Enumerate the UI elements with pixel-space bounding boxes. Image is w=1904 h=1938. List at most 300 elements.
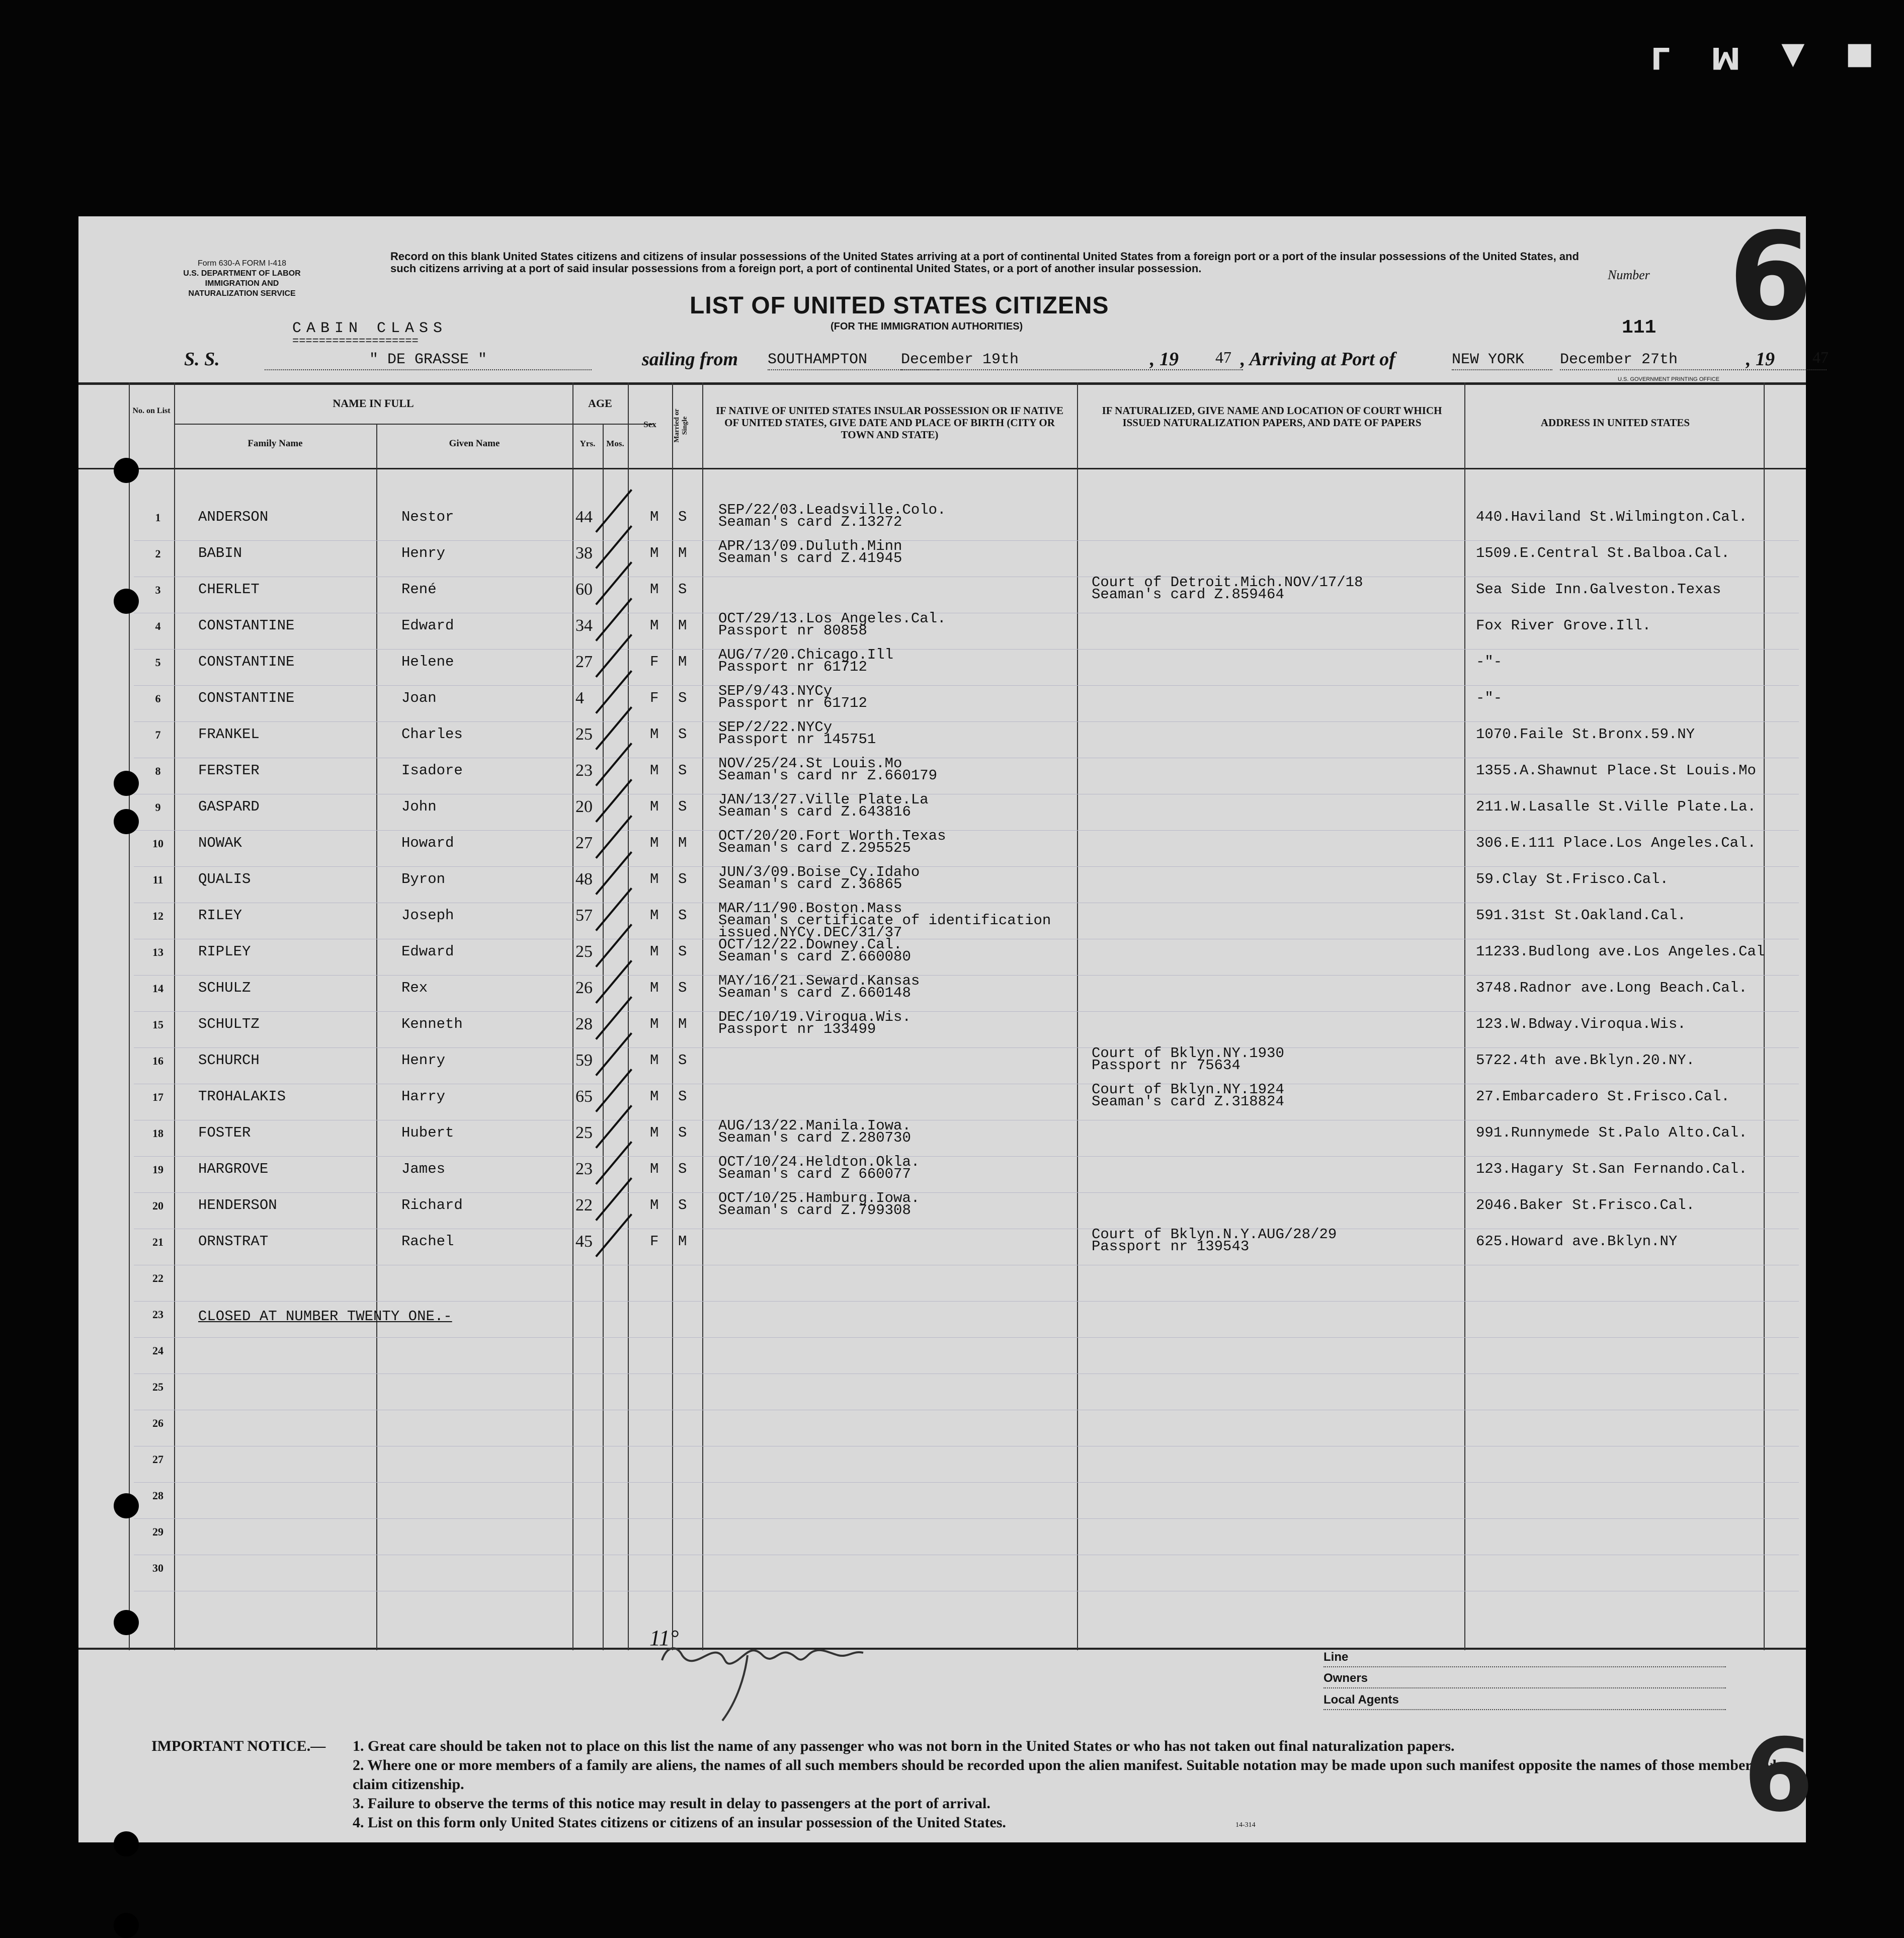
- checkmark-slash: [595, 1177, 632, 1221]
- row-rule: [134, 649, 1799, 650]
- birth-info: AUG/7/20.Chicago.Ill: [718, 647, 894, 663]
- age-years: 48: [575, 870, 593, 889]
- family-name: HENDERSON: [198, 1197, 277, 1214]
- family-name: RILEY: [198, 907, 242, 924]
- birth-info: SEP/22/03.Leadsville.Colo.: [718, 502, 946, 518]
- page-footer: [78, 1650, 1814, 1841]
- age-years: 59: [575, 1051, 593, 1070]
- row-number: 19: [152, 1163, 163, 1176]
- birth-document: Seaman's card Z.660080: [718, 948, 911, 965]
- birth-document: Passport nr 80858: [718, 622, 867, 639]
- agency-line: U.S. DEPARTMENT OF LABOR: [183, 269, 301, 278]
- agency-line: NATURALIZATION SERVICE: [188, 289, 296, 298]
- birth-info: SEP/9/43.NYCy: [718, 683, 833, 699]
- row-rule: [134, 1518, 1799, 1519]
- punch-hole: [114, 771, 139, 796]
- sailing-from-label: sailing from: [642, 349, 738, 370]
- naturalization-document: Seaman's card Z.859464: [1092, 586, 1284, 603]
- table-bottom-rule: [78, 1648, 1806, 1650]
- row-number: 29: [152, 1525, 163, 1538]
- year-prefix: , 19: [1150, 349, 1179, 370]
- row-number: 30: [152, 1562, 163, 1574]
- family-name: TROHALAKIS: [198, 1088, 286, 1105]
- given-name: Joseph: [401, 907, 454, 924]
- row-number: 9: [155, 801, 161, 814]
- birth-info: OCT/10/24.Heldton.Okla.: [718, 1154, 920, 1170]
- signature-note: 11°: [649, 1626, 679, 1650]
- given-name: Isadore: [401, 762, 463, 779]
- age-years: 23: [575, 761, 593, 780]
- owners-field: [1323, 1671, 1726, 1688]
- given-name: Henry: [401, 545, 446, 561]
- col-rule: [628, 382, 629, 1650]
- row-number: 26: [152, 1417, 163, 1429]
- col-header-yrs: Yrs.: [580, 439, 596, 448]
- birth-info: MAR/11/90.Boston.Mass: [718, 900, 902, 917]
- punch-hole: [114, 458, 139, 483]
- address: 591.31st St.Oakland.Cal.: [1476, 907, 1686, 924]
- address: 123.W.Bdway.Viroqua.Wis.: [1476, 1016, 1686, 1032]
- family-name: FERSTER: [198, 762, 260, 779]
- given-name: Kenneth: [401, 1016, 463, 1032]
- cabin-class-underline: ===================: [292, 335, 419, 348]
- family-name: SCHURCH: [198, 1052, 260, 1069]
- arriving-year: 47: [1812, 348, 1829, 366]
- age-years: 28: [575, 1015, 593, 1033]
- col-header-name: NAME IN FULL: [333, 397, 414, 410]
- family-name: CONSTANTINE: [198, 617, 295, 634]
- punch-hole: [114, 589, 139, 614]
- marital-status: S: [678, 1197, 687, 1214]
- local-agents-field: [1323, 1693, 1726, 1710]
- given-name: Joan: [401, 690, 437, 706]
- naturalization-court: Court of Bklyn.N.Y.AUG/28/29: [1092, 1226, 1337, 1243]
- marital-status: S: [678, 581, 687, 598]
- col-rule: [1764, 382, 1765, 1650]
- age-years: 44: [575, 508, 593, 526]
- marital-status: S: [678, 690, 687, 706]
- marital-status: S: [678, 726, 687, 743]
- checkmark-slash: [595, 670, 632, 714]
- age-years: 27: [575, 834, 593, 852]
- age-years: 25: [575, 725, 593, 744]
- birth-info: NOV/25/24.St Louis.Mo: [718, 755, 902, 772]
- address: Sea Side Inn.Galveston.Texas: [1476, 581, 1721, 598]
- col-header-given: Given Name: [449, 438, 500, 449]
- age-years: 45: [575, 1232, 593, 1251]
- row-rule: [134, 1301, 1799, 1302]
- address: 123.Hagary St.San Fernando.Cal.: [1476, 1161, 1748, 1177]
- address: 5722.4th ave.Bklyn.20.NY.: [1476, 1052, 1695, 1069]
- arriving-date: December 27th: [1560, 351, 1827, 370]
- age-years: 25: [575, 1123, 593, 1142]
- row-rule: [134, 1192, 1799, 1193]
- notice-item: 2. Where one or more members of a family are aliens, the names of all such members should be recorded upon the alien manifest. Suitable notation may be made upon such manifest opposite the names of those members who claim citizenship.: [353, 1757, 1789, 1793]
- row-number: 14: [152, 982, 163, 995]
- row-number: 1: [155, 511, 161, 524]
- given-name: Nestor: [401, 509, 454, 525]
- ss-label: S. S.: [184, 349, 220, 370]
- family-name: FRANKEL: [198, 726, 260, 743]
- family-name: QUALIS: [198, 871, 251, 887]
- address: 27.Embarcadero St.Frisco.Cal.: [1476, 1088, 1730, 1105]
- given-name: Hubert: [401, 1124, 454, 1141]
- family-name: RIPLEY: [198, 943, 251, 960]
- col-header-native: IF NATIVE OF UNITED STATES INSULAR POSSESSION OR IF NATIVE OF UNITED STATES, GIVE DATE AND PLACE OF BIRTH (CITY OR TOWN AND STATE): [715, 405, 1063, 441]
- col-header-no: No. on List: [132, 407, 171, 415]
- row-rule: [134, 830, 1799, 831]
- agency-line: IMMIGRATION AND: [205, 279, 279, 288]
- birth-document: Seaman's card Z.295525: [718, 840, 911, 856]
- given-name: Harry: [401, 1088, 446, 1105]
- col-header-family: Family Name: [247, 438, 303, 449]
- address: 2046.Baker St.Frisco.Cal.: [1476, 1197, 1695, 1214]
- row-rule: [134, 1156, 1799, 1157]
- marital-status: S: [678, 1124, 687, 1141]
- address: 11233.Budlong ave.Los Angeles.Cal: [1476, 943, 1765, 960]
- birth-info: MAY/16/21.Seward.Kansas: [718, 973, 920, 989]
- birth-document: Passport nr 145751: [718, 731, 876, 748]
- punch-hole: [114, 1493, 139, 1518]
- marital-status: M: [678, 1233, 687, 1250]
- col-rule: [1077, 382, 1078, 1650]
- printing-office-note: U.S. GOVERNMENT PRINTING OFFICE: [1618, 376, 1720, 382]
- notice-item: 4. List on this form only United States citizens or citizens of an insular possession of the United States.: [353, 1814, 1006, 1831]
- given-name: Richard: [401, 1197, 463, 1214]
- address: 1355.A.Shawnut Place.St Louis.Mo: [1476, 762, 1756, 779]
- form-code: 14-314: [1235, 1821, 1256, 1829]
- naturalization-document: Passport nr 75634: [1092, 1057, 1240, 1074]
- col-header-mos: Mos.: [606, 439, 624, 448]
- line-field: [1323, 1650, 1726, 1667]
- sex: M: [650, 907, 659, 924]
- given-name: Rachel: [401, 1233, 454, 1250]
- age-years: 27: [575, 653, 593, 671]
- address: 1509.E.Central St.Balboa.Cal.: [1476, 545, 1730, 561]
- sex: M: [650, 943, 659, 960]
- page-title: LIST OF UNITED STATES CITIZENS: [690, 292, 1109, 319]
- page-header: [78, 206, 1829, 382]
- col-rule: [603, 424, 604, 1650]
- row-number: 21: [152, 1236, 163, 1248]
- row-rule: [134, 975, 1799, 976]
- given-name: Charles: [401, 726, 463, 743]
- family-name: FOSTER: [198, 1124, 251, 1141]
- checkmark-slash: [595, 743, 632, 786]
- sex: M: [650, 980, 659, 996]
- birth-document-extra: issued.NYCy.DEC/31/37: [718, 924, 902, 941]
- checkmark-slash: [595, 1105, 632, 1149]
- sex: M: [650, 726, 659, 743]
- address: 991.Runnymede St.Palo Alto.Cal.: [1476, 1124, 1748, 1141]
- age-years: 23: [575, 1160, 593, 1178]
- family-name: CONSTANTINE: [198, 654, 295, 670]
- marital-status: M: [678, 617, 687, 634]
- naturalization-court: Court of Bklyn.NY.1924: [1092, 1081, 1284, 1098]
- marital-status: M: [678, 545, 687, 561]
- family-name: HARGROVE: [198, 1161, 269, 1177]
- birth-info: OCT/12/22.Downey.Cal.: [718, 936, 902, 953]
- address: 306.E.111 Place.Los Angeles.Cal.: [1476, 835, 1756, 851]
- row-number: 2: [155, 547, 161, 560]
- address: 3748.Radnor ave.Long Beach.Cal.: [1476, 980, 1748, 996]
- form-label: Form 630-A FORM I-418: [197, 259, 287, 268]
- birth-document: Seaman's card Z.41945: [718, 550, 902, 567]
- row-number: 23: [152, 1308, 163, 1321]
- checkmark-slash: [595, 1141, 632, 1185]
- row-number: 12: [152, 910, 163, 922]
- naturalization-court: Court of Bklyn.NY.1930: [1092, 1045, 1284, 1062]
- age-years: 26: [575, 979, 593, 997]
- sex: M: [650, 798, 659, 815]
- notice-item: 1. Great care should be taken not to place on this list the name of any passenger who was not born in the United States or who has not taken out final naturalization papers.: [353, 1738, 1455, 1754]
- marital-status: S: [678, 1161, 687, 1177]
- checkmark-slash: [595, 779, 632, 823]
- family-name: BABIN: [198, 545, 242, 561]
- sex: M: [650, 835, 659, 851]
- given-name: Henry: [401, 1052, 446, 1069]
- address: 59.Clay St.Frisco.Cal.: [1476, 871, 1669, 887]
- marital-status: S: [678, 871, 687, 887]
- notice-item: 3. Failure to observe the terms of this notice may result in delay to passengers at the port of arrival.: [353, 1795, 990, 1812]
- row-rule: [134, 685, 1799, 686]
- sex: M: [650, 509, 659, 525]
- family-name: NOWAK: [198, 835, 242, 851]
- citizen-table: [78, 382, 1806, 1650]
- marital-status: M: [678, 1016, 687, 1032]
- row-number: 6: [155, 692, 161, 705]
- age-years: 34: [575, 616, 593, 635]
- checkmark-slash: [595, 598, 632, 641]
- row-rule: [134, 1011, 1799, 1012]
- row-number: 8: [155, 765, 161, 777]
- birth-document: Seaman's card Z.660148: [718, 985, 911, 1001]
- marital-status: M: [678, 654, 687, 670]
- instruction-text: Record on this blank United States citizens and citizens of insular possessions of the United States arriving at a port of continental United States from a foreign port or a port of the insular possessions of the United States, and such citizens arriving at a port of said insular possessions from a foreign port, a port of continental United States, or a port of another insular possession.: [390, 250, 1579, 275]
- sex: M: [650, 617, 659, 634]
- sex: M: [650, 545, 659, 561]
- checkmark-slash: [595, 1032, 632, 1076]
- checkmark-slash: [595, 561, 632, 605]
- row-number: 25: [152, 1381, 163, 1393]
- sheet-number-bottom: 6: [1744, 1717, 1814, 1834]
- sex: F: [650, 690, 659, 706]
- col-header-age: AGE: [588, 397, 612, 410]
- age-years: 65: [575, 1087, 593, 1106]
- sheet-number: 6: [1728, 206, 1812, 347]
- address: Fox River Grove.Ill.: [1476, 617, 1651, 634]
- col-header-address: ADDRESS IN UNITED STATES: [1540, 417, 1690, 429]
- sailing-year: 47: [1215, 348, 1231, 366]
- given-name: Rex: [401, 980, 428, 996]
- owners-label: Owners: [1323, 1671, 1368, 1685]
- row-number: 28: [152, 1489, 163, 1502]
- birth-info: AUG/13/22.Manila.Iowa.: [718, 1117, 911, 1134]
- given-name: Edward: [401, 943, 454, 960]
- naturalization-court: Court of Detroit.Mich.NOV/17/18: [1092, 574, 1363, 591]
- sex: F: [650, 654, 659, 670]
- birth-document: Seaman's certificate of identification: [718, 912, 1051, 929]
- checkmark-slash: [595, 851, 632, 895]
- checkmark-slash: [595, 960, 632, 1004]
- cabin-class-label: CABIN CLASS: [292, 320, 448, 337]
- voyage-line: [184, 348, 1829, 373]
- row-rule: [134, 721, 1799, 722]
- col-rule: [672, 382, 673, 1650]
- age-years: 38: [575, 544, 593, 562]
- row-rule: [134, 540, 1799, 541]
- family-name: CHERLET: [198, 581, 260, 598]
- punch-hole: [114, 809, 139, 834]
- address: 440.Haviland St.Wilmington.Cal.: [1476, 509, 1748, 525]
- row-number: 11: [152, 873, 163, 886]
- birth-info: DEC/10/19.Viroqua.Wis.: [718, 1009, 911, 1025]
- birth-info: JUN/3/09.Boise Cy.Idaho: [718, 864, 920, 880]
- given-name: Edward: [401, 617, 454, 634]
- checkmark-slash: [595, 1069, 632, 1112]
- age-years: 20: [575, 797, 593, 816]
- checkmark-slash: [595, 887, 632, 931]
- marital-status: S: [678, 907, 687, 924]
- row-number: 24: [152, 1344, 163, 1357]
- sex: M: [650, 871, 659, 887]
- birth-info: OCT/10/25.Hamburg.Iowa.: [718, 1190, 920, 1206]
- family-name: CONSTANTINE: [198, 690, 295, 706]
- manifest-page: [78, 206, 1829, 1842]
- sex: M: [650, 1161, 659, 1177]
- checkmark-slash: [595, 815, 632, 859]
- row-number: 5: [155, 656, 161, 669]
- address: 1070.Faile St.Bronx.59.NY: [1476, 726, 1695, 743]
- col-rule: [376, 424, 377, 1650]
- given-name: James: [401, 1161, 446, 1177]
- col-header-naturalized: IF NATURALIZED, GIVE NAME AND LOCATION OF COURT WHICH ISSUED NATURALIZATION PAPERS, AND DATE OF PAPERS: [1102, 405, 1442, 429]
- col-header-sex: Sex: [643, 420, 656, 429]
- address: 625.Howard ave.Bklyn.NY: [1476, 1233, 1678, 1250]
- row-number: 3: [155, 584, 161, 596]
- sex: M: [650, 762, 659, 779]
- birth-document: Seaman's card nr Z.660179: [718, 767, 938, 784]
- header-bottom-rule: [78, 468, 1806, 469]
- film-corner-marks: L M ▲ ■: [1650, 40, 1889, 75]
- birth-info: SEP/2/22.NYCy: [718, 719, 833, 736]
- row-number: 17: [152, 1091, 163, 1103]
- family-name: SCHULZ: [198, 980, 251, 996]
- checkmark-slash: [595, 489, 632, 533]
- row-number: 27: [152, 1453, 163, 1466]
- age-years: 22: [575, 1196, 593, 1215]
- ship-name: " DE GRASSE ": [265, 351, 592, 370]
- cabin-class: [292, 321, 447, 347]
- row-rule: [134, 1047, 1799, 1048]
- number-label: Number: [1608, 268, 1650, 282]
- checkmark-slash: [595, 1214, 632, 1257]
- age-years: 57: [575, 906, 593, 925]
- closed-note: CLOSED AT NUMBER TWENTY ONE.-: [198, 1308, 452, 1325]
- age-years: 25: [575, 942, 593, 961]
- sex: M: [650, 581, 659, 598]
- marital-status: S: [678, 980, 687, 996]
- given-name: Byron: [401, 871, 446, 887]
- given-name: René: [401, 581, 437, 598]
- birth-document: Seaman's card Z.280730: [718, 1129, 911, 1146]
- sailing-from: SOUTHAMPTON: [768, 351, 939, 370]
- given-name: Helene: [401, 654, 454, 670]
- marital-status: S: [678, 1088, 687, 1105]
- year-prefix-2: , 19: [1746, 349, 1775, 370]
- address: -"-: [1476, 654, 1503, 670]
- table-top-rule: [78, 382, 1806, 385]
- agents-label: Local Agents: [1323, 1693, 1399, 1707]
- col-header-married: Married or Single: [673, 409, 689, 443]
- row-number: 10: [152, 837, 163, 850]
- naturalization-document: Seaman's card Z.318824: [1092, 1093, 1284, 1110]
- agency-block: [134, 259, 350, 299]
- col-rule: [572, 382, 573, 1650]
- marital-status: M: [678, 835, 687, 851]
- birth-info: OCT/20/20.Fort Worth.Texas: [718, 828, 946, 844]
- family-name: GASPARD: [198, 798, 260, 815]
- birth-document: Seaman's card Z.13272: [718, 514, 902, 530]
- birth-info: OCT/29/13.Los Angeles.Cal.: [718, 610, 946, 627]
- sex: M: [650, 1088, 659, 1105]
- row-number: 16: [152, 1055, 163, 1067]
- col-rule: [1464, 382, 1465, 1650]
- given-name: John: [401, 798, 437, 815]
- marital-status: S: [678, 509, 687, 525]
- marital-status: S: [678, 762, 687, 779]
- birth-document: Passport nr 133499: [718, 1021, 876, 1037]
- sex: F: [650, 1233, 659, 1250]
- row-rule: [134, 1482, 1799, 1483]
- notice-label: IMPORTANT NOTICE.—: [151, 1738, 326, 1754]
- marital-status: S: [678, 1052, 687, 1069]
- line-label: Line: [1323, 1650, 1349, 1664]
- sailing-date: December 19th: [901, 351, 1243, 370]
- address: -"-: [1476, 690, 1503, 706]
- sex: M: [650, 1197, 659, 1214]
- family-name: ORNSTRAT: [198, 1233, 269, 1250]
- address: 211.W.Lasalle St.Ville Plate.La.: [1476, 798, 1756, 815]
- given-name: Howard: [401, 835, 454, 851]
- birth-document: Seaman's card Z.799308: [718, 1202, 911, 1219]
- punch-hole: [114, 1913, 139, 1938]
- arriving-port: NEW YORK: [1452, 351, 1552, 370]
- age-group-rule: [572, 424, 628, 425]
- birth-info: JAN/13/27.Ville Plate.La: [718, 791, 929, 808]
- checkmark-slash: [595, 996, 632, 1040]
- marital-status: S: [678, 798, 687, 815]
- row-number: 22: [152, 1272, 163, 1284]
- checkmark-slash: [595, 706, 632, 750]
- birth-document: Seaman's card Z 660077: [718, 1166, 911, 1182]
- col-rule: [129, 382, 130, 1650]
- family-name: SCHULTZ: [198, 1016, 260, 1032]
- naturalization-document: Passport nr 139543: [1092, 1238, 1250, 1255]
- row-number: 18: [152, 1127, 163, 1140]
- birth-info: APR/13/09.Duluth.Minn: [718, 538, 902, 554]
- checkmark-slash: [595, 924, 632, 967]
- row-number: 20: [152, 1199, 163, 1212]
- birth-document: Seaman's card Z.643816: [718, 803, 911, 820]
- family-name: ANDERSON: [198, 509, 269, 525]
- age-years: 4: [575, 689, 584, 707]
- list-number: 111: [1622, 317, 1657, 339]
- punch-hole: [114, 1610, 139, 1635]
- sex: M: [650, 1016, 659, 1032]
- age-years: 60: [575, 580, 593, 599]
- row-rule: [134, 1337, 1799, 1338]
